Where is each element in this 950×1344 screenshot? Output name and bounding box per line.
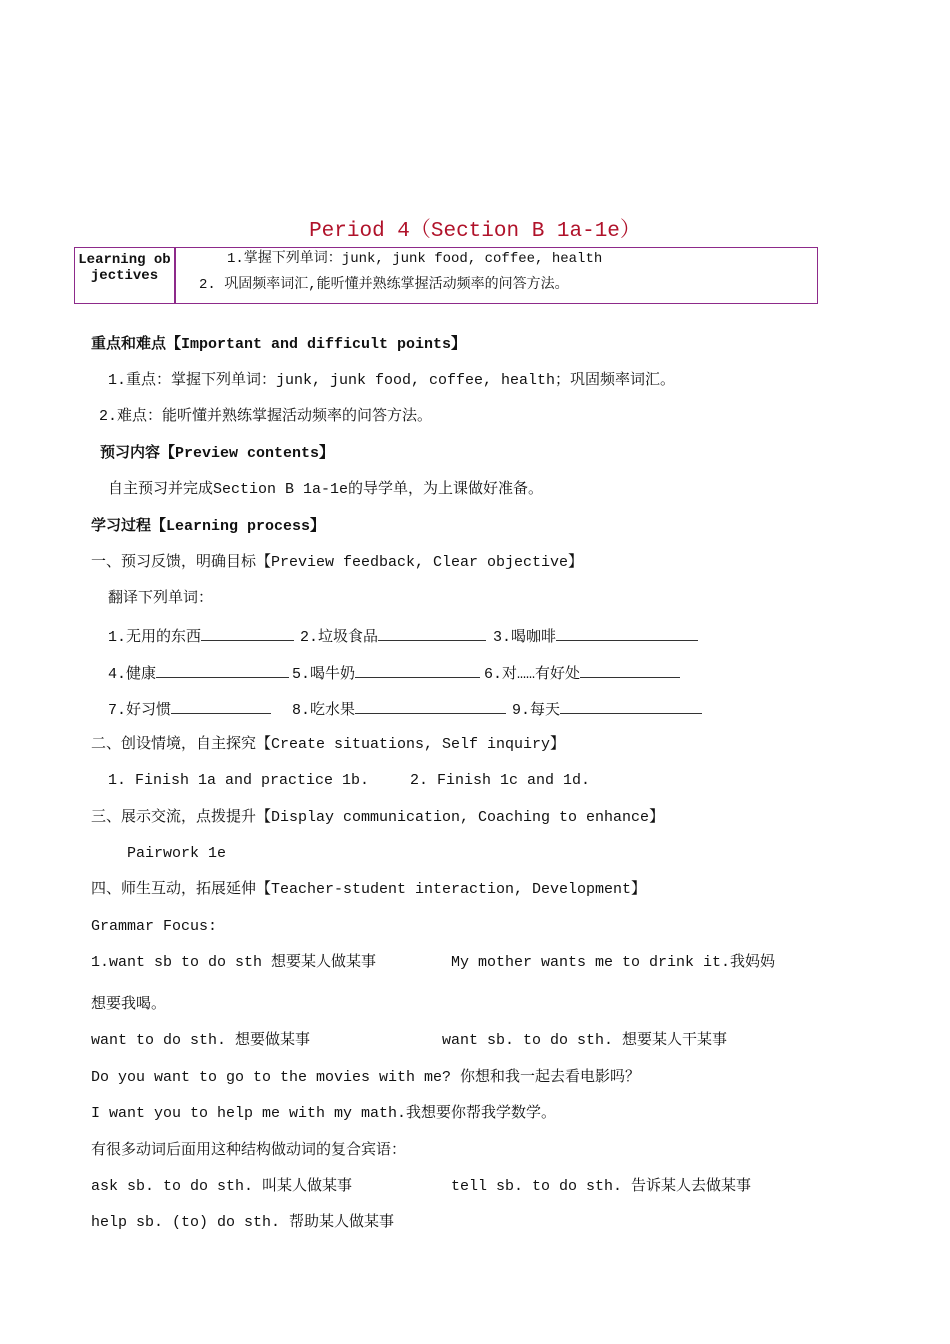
grammar-line: 有很多动词后面用这种结构做动词的复合宾语： xyxy=(91,1142,407,1159)
translate-prompt: 翻译下列单词： xyxy=(108,590,214,607)
vocab-item: 5.喝牛奶 xyxy=(292,663,480,684)
vocab-item: 9.每天 xyxy=(512,699,702,720)
preview-text: 自主预习并完成Section B 1a-1e的导学单，为上课做好准备。 xyxy=(108,481,544,498)
grammar-line: ask sb. to do sth. 叫某人做某事 xyxy=(91,1178,353,1195)
grammar-line: Do you want to go to the movies with me? 你想和我一起去看电影吗？ xyxy=(91,1069,641,1086)
step-4-heading: 四、师生互动，拓展延伸【Teacher-student interaction, Development】 xyxy=(91,881,647,898)
step-3-heading: 三、展示交流，点拨提升【Display communication, Coaching to enhance】 xyxy=(91,809,665,826)
objective-item-1: 1.掌握下列单词：junk, junk food, coffee, health xyxy=(227,251,603,267)
vocab-item: 4.健康 xyxy=(108,663,289,684)
vocab-item: 7.好习惯 xyxy=(108,699,271,720)
vocab-item: 8.吃水果 xyxy=(292,699,506,720)
grammar-heading: Grammar Focus: xyxy=(91,918,218,935)
task-1: 1. Finish 1a and practice 1b. xyxy=(108,772,370,789)
page-title: Period 4（Section B 1a-1e） xyxy=(309,220,641,243)
vocab-item: 2.垃圾食品 xyxy=(300,626,486,647)
grammar-line: want to do sth. 想要做某事 xyxy=(91,1032,311,1049)
grammar-line: I want you to help me with my math.我想要你帮我学数学。 xyxy=(91,1105,557,1122)
grammar-line: 想要我喝。 xyxy=(91,996,167,1013)
grammar-line: help sb. (to) do sth. 帮助某人做某事 xyxy=(91,1214,395,1231)
important-point-2: 2.难点：能听懂并熟练掌握活动频率的问答方法。 xyxy=(99,408,433,425)
pairwork-text: Pairwork 1e xyxy=(127,845,227,862)
step-2-heading: 二、创设情境，自主探究【Create situations, Self inquiry】 xyxy=(91,736,566,753)
objective-item-2: 2. 巩固频率词汇,能听懂并熟练掌握活动频率的问答方法。 xyxy=(199,277,569,293)
grammar-line: want sb. to do sth. 想要某人干某事 xyxy=(442,1032,728,1049)
task-2: 2. Finish 1c and 1d. xyxy=(410,772,591,789)
vocab-item: 1.无用的东西 xyxy=(108,626,294,647)
step-1-heading: 一、预习反馈，明确目标【Preview feedback, Clear objective】 xyxy=(91,554,584,571)
important-heading: 重点和难点【Important and difficult points】 xyxy=(91,336,467,353)
grammar-line: 1.want sb to do sth 想要某人做某事 xyxy=(91,954,377,971)
process-heading: 学习过程【Learning process】 xyxy=(91,518,326,535)
important-point-1: 1.重点：掌握下列单词：junk, junk food, coffee, health；巩固频率词汇。 xyxy=(108,372,676,389)
objectives-table xyxy=(74,247,818,304)
preview-heading: 预习内容【Preview contents】 xyxy=(100,445,335,462)
objectives-label: Learning objectives xyxy=(78,252,171,284)
grammar-line: My mother wants me to drink it.我妈妈 xyxy=(451,954,776,971)
vocab-item: 3.喝咖啡 xyxy=(493,626,698,647)
vocab-item: 6.对……有好处 xyxy=(484,663,680,684)
grammar-line: tell sb. to do sth. 告诉某人去做某事 xyxy=(451,1178,752,1195)
table-divider xyxy=(174,248,176,303)
